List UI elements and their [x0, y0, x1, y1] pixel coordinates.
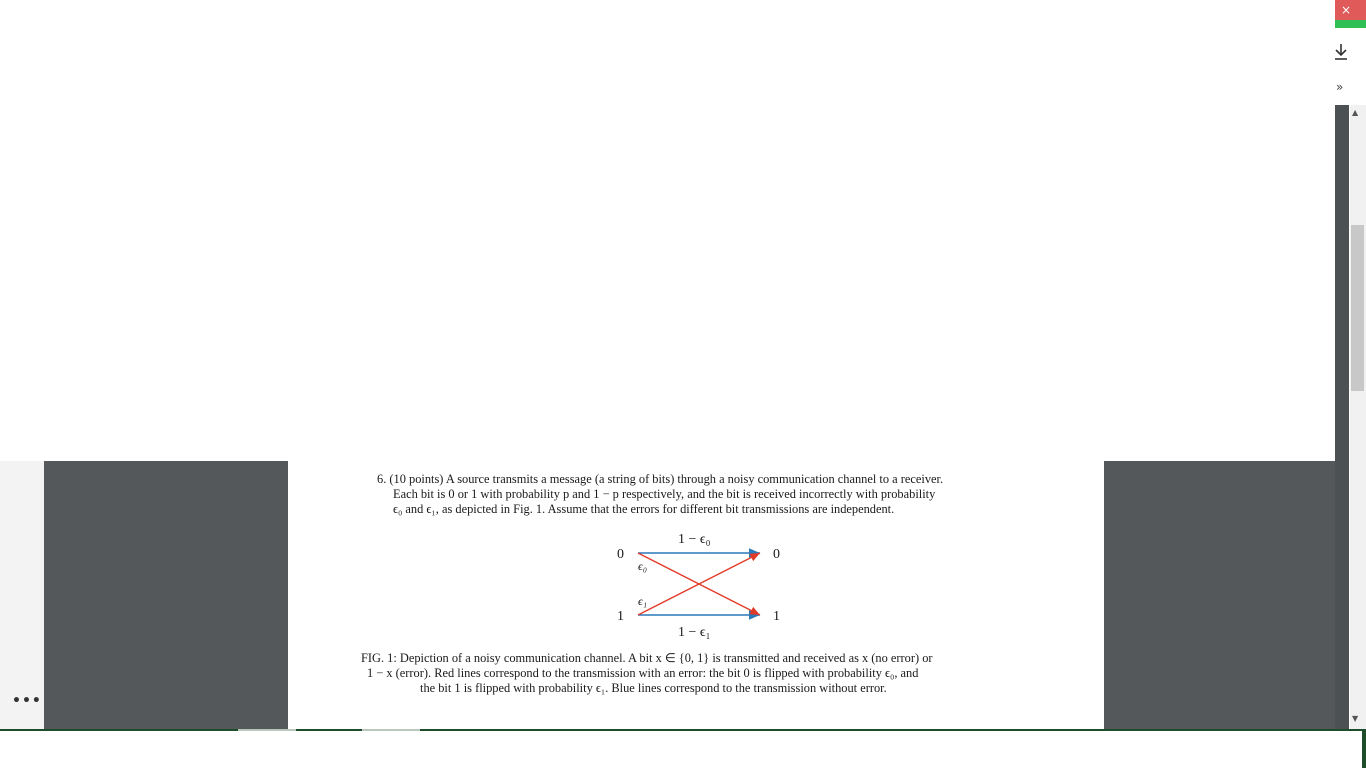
eps0-label: ϵ₀	[638, 559, 648, 573]
input-bit-1: 1	[617, 609, 624, 624]
output-bit-0: 0	[773, 547, 780, 562]
scroll-down-arrow-icon[interactable]: ▼	[1352, 714, 1359, 723]
status-strip	[1335, 20, 1366, 28]
bottom-tab[interactable]	[362, 729, 420, 731]
problem-text-line: ϵ₀ and ϵ₁, as depicted in Fig. 1. Assume that the errors for different bit transmissions are independent.	[393, 502, 895, 516]
expand-chevron-icon[interactable]: »	[1336, 80, 1344, 94]
problem-text-line: 6. (10 points) A source transmits a message (a string of bits) through a noisy communication channel to a receiver.	[377, 472, 944, 486]
figure-caption-line: FIG. 1: Depiction of a noisy communication channel. A bit x ∈ {0, 1} is transmitted and received as x (no error) or	[361, 651, 933, 665]
vertical-scrollbar[interactable]	[1350, 105, 1366, 730]
side-divider	[1335, 105, 1349, 730]
more-options-icon[interactable]: •••	[12, 693, 42, 709]
bottom-right-edge	[1362, 731, 1366, 768]
bottom-tab[interactable]	[238, 729, 296, 731]
input-bit-0: 0	[617, 547, 624, 562]
eps1-label: ϵ₁	[638, 594, 648, 608]
left-gutter	[0, 461, 44, 730]
channel-diagram	[600, 525, 800, 645]
scroll-up-arrow-icon[interactable]: ▲	[1352, 108, 1359, 117]
output-bit-1: 1	[773, 609, 780, 624]
document-viewer-background-right	[1104, 461, 1335, 730]
download-icon[interactable]	[1333, 42, 1349, 62]
prob-label-bottom: 1 − ϵ₁	[678, 625, 711, 640]
scrollbar-thumb[interactable]	[1351, 225, 1364, 391]
figure-caption-line: 1 − x (error). Red lines correspond to the transmission with an error: the bit 0 is flipped with probability ϵ₀, and	[367, 666, 919, 680]
problem-text-line: Each bit is 0 or 1 with probability p and 1 − p respectively, and the bit is received incorrectly with probability	[393, 487, 936, 501]
bottom-toolbar	[0, 729, 1366, 768]
prob-label-top: 1 − ϵ₀	[678, 532, 711, 547]
close-button[interactable]: ×	[1335, 0, 1366, 20]
figure-caption-line: the bit 1 is flipped with probability ϵ₁. Blue lines correspond to the transmission without error.	[420, 681, 887, 695]
